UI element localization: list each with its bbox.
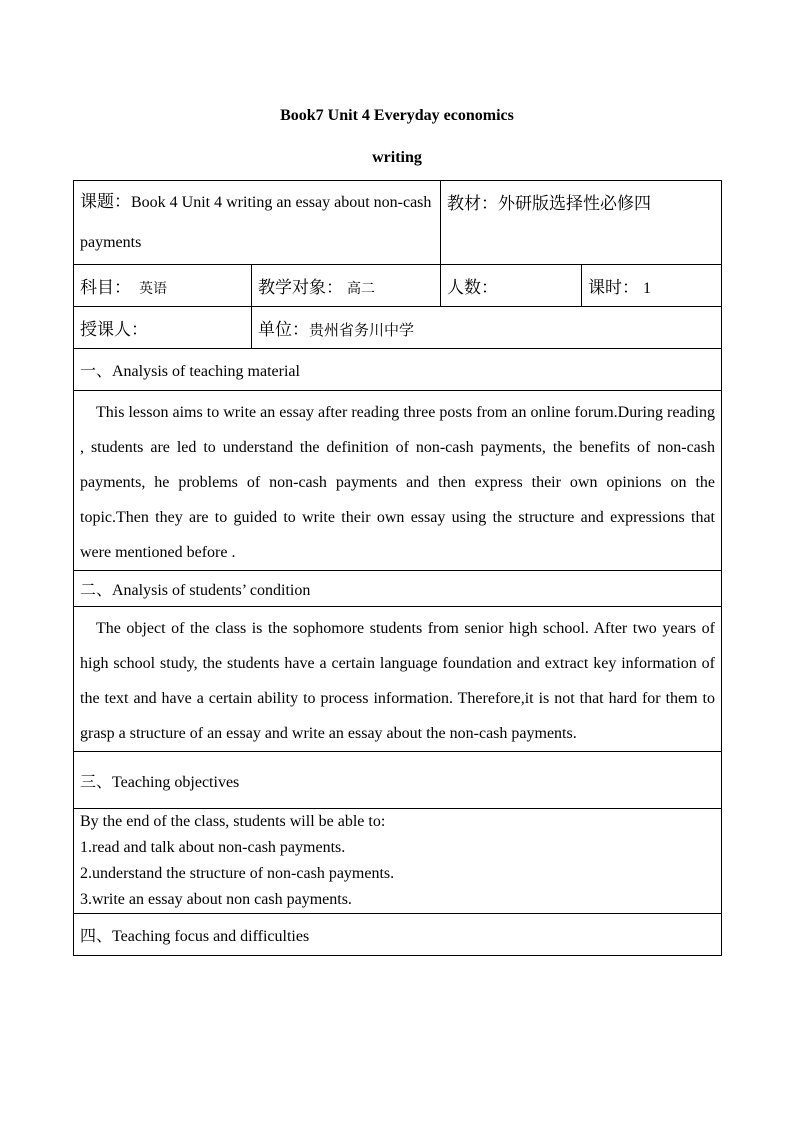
lesson-plan-table	[73, 180, 722, 956]
subject-value: 英语	[139, 281, 167, 297]
subject-cell	[74, 265, 252, 307]
focus-heading: 四、Teaching focus and difficulties	[74, 914, 722, 956]
students-text: The object of the class is the sophomore students from senior high school. After two years of high school study, the students have a certain language foundation and extract key information of the text and have a certain ability to process information. Therefore,it is not that hard for them to grasp a structure of an essay and write an essay about the non-cash payments.	[80, 620, 715, 742]
teacher-cell	[74, 307, 252, 349]
objectives-cell	[74, 809, 722, 914]
topic-label: 课题：	[80, 192, 131, 212]
audience-label: 教学对象：	[258, 278, 343, 298]
school-cell	[252, 307, 722, 349]
topic-cell	[74, 181, 441, 265]
audience-value: 高二	[347, 281, 375, 297]
textbook-label: 教材：	[447, 194, 498, 214]
period-cell	[582, 265, 722, 307]
document-title: Book7 Unit 4 Everyday economics	[280, 107, 514, 124]
document-subtitle: writing	[372, 149, 422, 166]
objectives-heading: 三、Teaching objectives	[74, 752, 722, 809]
period-value: 1	[643, 280, 651, 297]
objective-item: 3.write an essay about non cash payments.	[80, 891, 352, 908]
material-text: This lesson aims to write an essay after reading three posts from an online forum.During reading , students are led to understand the definition of non-cash payments, the benefits of non-cash payments, he problems of non-cash payments and then express their own opinions on the topic.Then they are to guided to write their own essay using the structure and expressions that were mentioned before .	[80, 404, 715, 561]
period-label: 课时：	[588, 278, 639, 298]
subject-label: 科目：	[80, 278, 131, 298]
audience-cell	[252, 265, 441, 307]
count-label: 人数：	[447, 278, 498, 298]
count-cell	[441, 265, 582, 307]
textbook-value: 外研版选择性必修四	[498, 194, 651, 214]
textbook-cell	[441, 181, 722, 265]
objectives-intro: By the end of the class, students will be able to:	[80, 813, 386, 830]
school-value: 贵州省务川中学	[309, 321, 415, 339]
teacher-label: 授课人：	[80, 320, 148, 340]
material-text-cell	[74, 391, 722, 571]
material-heading: 一、Analysis of teaching material	[74, 349, 722, 391]
students-heading: 二、Analysis of students’ condition	[74, 571, 722, 607]
objective-item: 2.understand the structure of non-cash payments.	[80, 865, 395, 882]
objective-item: 1.read and talk about non-cash payments.	[80, 839, 346, 856]
topic-value: Book 4 Unit 4 writing an essay about non-cash payments	[80, 194, 432, 251]
school-label: 单位：	[258, 320, 309, 340]
students-text-cell	[74, 607, 722, 752]
